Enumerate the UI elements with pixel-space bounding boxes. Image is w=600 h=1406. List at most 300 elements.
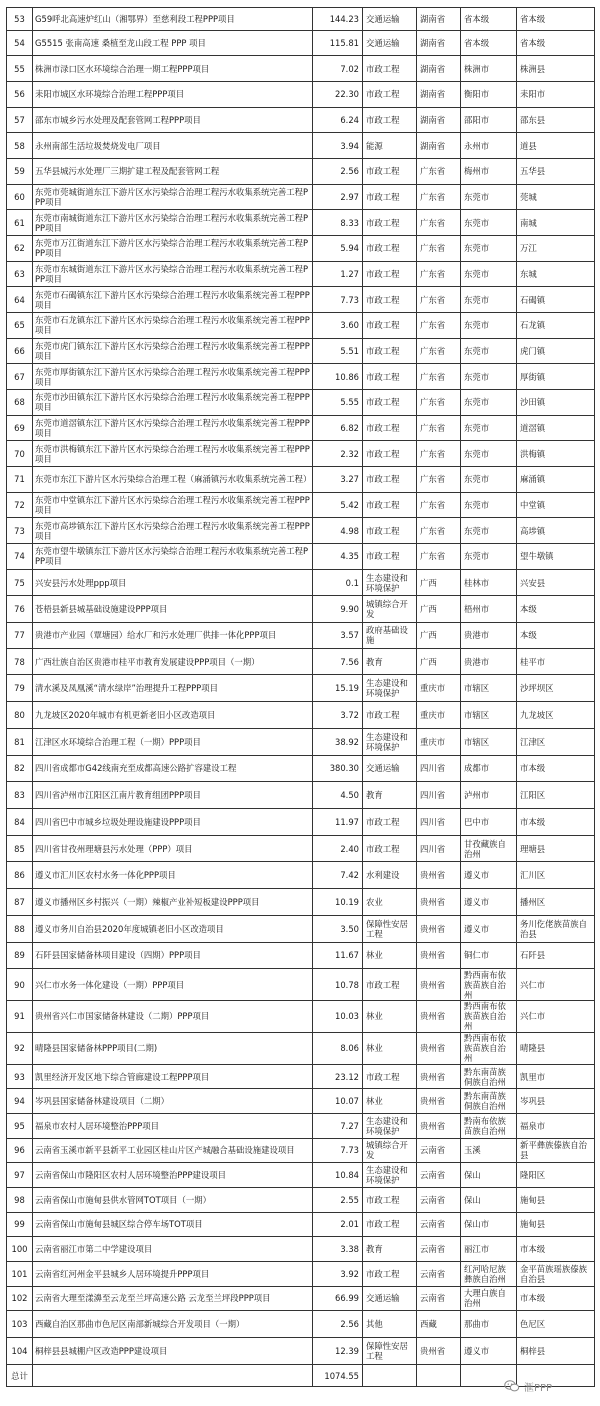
investment-amount-cell: 5.55 <box>313 390 363 416</box>
province-cell: 广西 <box>417 596 461 623</box>
table-row <box>7 1286 595 1311</box>
row-number-cell: 61 <box>7 210 33 236</box>
county-cell: 理塘县 <box>517 835 595 862</box>
table-row <box>7 1261 595 1286</box>
row-number-cell: 72 <box>7 492 33 518</box>
investment-amount-cell: 0.1 <box>313 569 363 596</box>
row-number-cell: 99 <box>7 1212 33 1237</box>
row-number-cell: 104 <box>7 1337 33 1364</box>
table-row <box>7 915 595 942</box>
investment-amount-cell: 5.42 <box>313 492 363 518</box>
industry-category-cell: 生态建设和环境保护 <box>363 675 417 702</box>
county-cell: 金平苗族瑶族傣族自治县 <box>517 1261 595 1286</box>
row-number-cell: 96 <box>7 1138 33 1163</box>
province-cell: 重庆市 <box>417 728 461 755</box>
county-cell: 株洲县 <box>517 56 595 82</box>
investment-amount-cell: 2.01 <box>313 1212 363 1237</box>
county-cell: 五华县 <box>517 158 595 184</box>
county-cell: 播州区 <box>517 889 595 916</box>
investment-amount-cell: 7.42 <box>313 862 363 889</box>
project-name-cell: 九龙坡区2020年城市有机更新老旧小区改造项目 <box>33 702 313 729</box>
province-cell: 重庆市 <box>417 675 461 702</box>
row-number-cell: 77 <box>7 623 33 649</box>
province-cell: 云南省 <box>417 1138 461 1163</box>
table-row <box>7 1163 595 1188</box>
investment-amount-cell: 22.30 <box>313 81 363 107</box>
province-cell: 贵州省 <box>417 1064 461 1089</box>
city-cell: 东莞市 <box>461 492 517 518</box>
investment-amount-cell: 7.56 <box>313 648 363 675</box>
table-row <box>7 596 595 623</box>
table-row <box>7 8 595 31</box>
province-cell: 广东省 <box>417 492 461 518</box>
industry-category-cell: 水利建设 <box>363 862 417 889</box>
row-number-cell: 75 <box>7 569 33 596</box>
county-cell: 沙田镇 <box>517 390 595 416</box>
investment-amount-cell: 11.67 <box>313 942 363 969</box>
city-cell: 巴中市 <box>461 809 517 836</box>
project-name-cell: 东莞市道滘镇东江下游片区水污染综合治理工程污水收集系统完善工程PPP项目 <box>33 415 313 441</box>
city-cell: 东莞市 <box>461 210 517 236</box>
industry-category-cell: 市政工程 <box>363 390 417 416</box>
table-row <box>7 133 595 159</box>
city-cell: 遵义市 <box>461 915 517 942</box>
industry-category-cell: 市政工程 <box>363 81 417 107</box>
industry-category-cell: 市政工程 <box>363 107 417 133</box>
row-number-cell: 57 <box>7 107 33 133</box>
county-cell: 兴仁市 <box>517 969 595 1001</box>
city-cell: 黔东南苗族侗族自治州 <box>461 1089 517 1114</box>
city-cell: 东莞市 <box>461 441 517 467</box>
city-cell: 省本级 <box>461 8 517 31</box>
investment-amount-cell: 7.27 <box>313 1114 363 1139</box>
project-name-cell: 岑巩县国家储备林建设项目（二期） <box>33 1089 313 1114</box>
province-cell: 贵州省 <box>417 862 461 889</box>
province-cell: 重庆市 <box>417 702 461 729</box>
project-name-cell: 东莞市石龙镇东江下游片区水污染综合治理工程污水收集系统完善工程PPP项目 <box>33 312 313 338</box>
project-name-cell: 西藏自治区那曲市色尼区南部新城综合开发项目（一期） <box>33 1311 313 1338</box>
city-cell: 东莞市 <box>461 364 517 390</box>
project-name-cell: 永州南部生活垃圾焚烧发电厂项目 <box>33 133 313 159</box>
table-row <box>7 312 595 338</box>
city-cell: 梧州市 <box>461 596 517 623</box>
table-row <box>7 702 595 729</box>
project-name-cell: 东莞市沙田镇东江下游片区水污染综合治理工程污水收集系统完善工程PPP项目 <box>33 390 313 416</box>
project-name-cell: 东莞市虎门镇东江下游片区水污染综合治理工程污水收集系统完善工程PPP项目 <box>33 338 313 364</box>
project-name-cell: 云南省玉溪市新平县新平工业园区桂山片区产城融合基础设施建设项目 <box>33 1138 313 1163</box>
project-name-cell: 东莞市东城街道东江下游片区水污染综合治理工程污水收集系统完善工程PPP项目 <box>33 261 313 287</box>
province-cell: 西藏 <box>417 1311 461 1338</box>
province-cell: 云南省 <box>417 1212 461 1237</box>
investment-amount-cell: 5.51 <box>313 338 363 364</box>
province-cell: 贵州省 <box>417 1337 461 1364</box>
industry-category-cell: 市政工程 <box>363 158 417 184</box>
industry-category-cell: 林业 <box>363 1001 417 1033</box>
city-cell: 市辖区 <box>461 728 517 755</box>
project-name-cell: 兴安县污水处理ppp项目 <box>33 569 313 596</box>
county-cell: 邵东县 <box>517 107 595 133</box>
investment-amount-cell: 10.03 <box>313 1001 363 1033</box>
county-cell: 沙坪坝区 <box>517 675 595 702</box>
row-number-cell: 84 <box>7 809 33 836</box>
row-number-cell: 76 <box>7 596 33 623</box>
province-cell: 贵州省 <box>417 915 461 942</box>
city-cell: 成都市 <box>461 755 517 782</box>
industry-category-cell: 教育 <box>363 782 417 809</box>
wechat-icon <box>504 1380 520 1392</box>
county-cell: 福泉市 <box>517 1114 595 1139</box>
province-cell: 贵州省 <box>417 889 461 916</box>
row-number-cell: 103 <box>7 1311 33 1338</box>
industry-category-cell: 市政工程 <box>363 441 417 467</box>
investment-amount-cell: 3.27 <box>313 467 363 493</box>
industry-category-cell: 城镇综合开发 <box>363 596 417 623</box>
county-cell: 色尼区 <box>517 1311 595 1338</box>
city-cell: 黔西南布依族苗族自治州 <box>461 969 517 1001</box>
city-cell: 东莞市 <box>461 415 517 441</box>
industry-category-cell: 市政工程 <box>363 544 417 570</box>
industry-category-cell: 交通运输 <box>363 8 417 31</box>
total-spacer <box>33 1365 313 1387</box>
project-name-cell: 云南省保山市隆阳区农村人居环境整治PPP建设项目 <box>33 1163 313 1188</box>
province-cell: 四川省 <box>417 755 461 782</box>
county-cell: 凯里市 <box>517 1064 595 1089</box>
province-cell: 广西 <box>417 648 461 675</box>
investment-amount-cell: 3.50 <box>313 915 363 942</box>
project-name-cell: 云南省丽江市第二中学建设项目 <box>33 1237 313 1262</box>
project-name-cell: 四川省甘孜州理塘县污水处理（PPP）项目 <box>33 835 313 862</box>
table-row <box>7 158 595 184</box>
province-cell: 湖南省 <box>417 81 461 107</box>
industry-category-cell: 生态建设和环境保护 <box>363 1163 417 1188</box>
industry-category-cell: 林业 <box>363 1032 417 1064</box>
industry-category-cell: 市政工程 <box>363 1212 417 1237</box>
investment-amount-cell: 7.73 <box>313 287 363 313</box>
table-row <box>7 544 595 570</box>
city-cell: 衡阳市 <box>461 81 517 107</box>
investment-amount-cell: 6.82 <box>313 415 363 441</box>
county-cell: 万江 <box>517 235 595 261</box>
row-number-cell: 70 <box>7 441 33 467</box>
investment-amount-cell: 6.24 <box>313 107 363 133</box>
row-number-cell: 101 <box>7 1261 33 1286</box>
table-row <box>7 441 595 467</box>
project-name-cell: 云南省红河州金平县城乡人居环境提升PPP项目 <box>33 1261 313 1286</box>
table-row <box>7 467 595 493</box>
city-cell: 永州市 <box>461 133 517 159</box>
investment-amount-cell: 66.99 <box>313 1286 363 1311</box>
table-body <box>7 8 595 1365</box>
county-cell: 市本级 <box>517 755 595 782</box>
province-cell: 广东省 <box>417 441 461 467</box>
project-name-cell: 邵东市城乡污水处理及配套管网工程PPP项目 <box>33 107 313 133</box>
county-cell: 兴仁市 <box>517 1001 595 1033</box>
province-cell: 广东省 <box>417 467 461 493</box>
county-cell: 麻涌镇 <box>517 467 595 493</box>
county-cell: 兴安县 <box>517 569 595 596</box>
city-cell: 遵义市 <box>461 862 517 889</box>
table-row <box>7 56 595 82</box>
row-number-cell: 98 <box>7 1187 33 1212</box>
county-cell: 高埗镇 <box>517 518 595 544</box>
province-cell: 湖南省 <box>417 107 461 133</box>
project-name-cell: 耒阳市城区水环境综合治理工程PPP项目 <box>33 81 313 107</box>
province-cell: 贵州省 <box>417 1001 461 1033</box>
industry-category-cell: 市政工程 <box>363 287 417 313</box>
row-number-cell: 64 <box>7 287 33 313</box>
province-cell: 湖南省 <box>417 8 461 31</box>
row-number-cell: 93 <box>7 1064 33 1089</box>
table-row <box>7 755 595 782</box>
industry-category-cell: 教育 <box>363 1237 417 1262</box>
industry-category-cell: 市政工程 <box>363 809 417 836</box>
industry-category-cell: 市政工程 <box>363 312 417 338</box>
investment-amount-cell: 4.50 <box>313 782 363 809</box>
province-cell: 云南省 <box>417 1286 461 1311</box>
project-name-cell: 遵义市务川自治县2020年度城镇老旧小区改造项目 <box>33 915 313 942</box>
investment-amount-cell: 144.23 <box>313 8 363 31</box>
city-cell: 黔西南布依族苗族自治州 <box>461 1001 517 1033</box>
city-cell: 贵港市 <box>461 623 517 649</box>
province-cell: 贵州省 <box>417 942 461 969</box>
row-number-cell: 94 <box>7 1089 33 1114</box>
county-cell: 莞城 <box>517 184 595 210</box>
province-cell: 云南省 <box>417 1261 461 1286</box>
table-row <box>7 1138 595 1163</box>
project-name-cell: 石阡县国家储备林项目建设（四期）PPP项目 <box>33 942 313 969</box>
province-cell: 广东省 <box>417 390 461 416</box>
investment-amount-cell: 10.78 <box>313 969 363 1001</box>
city-cell: 东莞市 <box>461 338 517 364</box>
row-number-cell: 56 <box>7 81 33 107</box>
project-name-cell: 苍梧县新县城基础设施建设PPP项目 <box>33 596 313 623</box>
city-cell: 东莞市 <box>461 518 517 544</box>
investment-amount-cell: 2.40 <box>313 835 363 862</box>
county-cell: 虎门镇 <box>517 338 595 364</box>
investment-amount-cell: 10.84 <box>313 1163 363 1188</box>
table-row <box>7 210 595 236</box>
investment-amount-cell: 5.94 <box>313 235 363 261</box>
city-cell: 黔西南布依族苗族自治州 <box>461 1032 517 1064</box>
investment-amount-cell: 3.72 <box>313 702 363 729</box>
city-cell: 市辖区 <box>461 675 517 702</box>
table-row <box>7 889 595 916</box>
province-cell: 广东省 <box>417 364 461 390</box>
industry-category-cell: 城镇综合开发 <box>363 1138 417 1163</box>
county-cell: 道县 <box>517 133 595 159</box>
city-cell: 东莞市 <box>461 467 517 493</box>
industry-category-cell: 市政工程 <box>363 969 417 1001</box>
table-row <box>7 1089 595 1114</box>
county-cell: 桐梓县 <box>517 1337 595 1364</box>
project-name-cell: 兴仁市水务一体化建设（一期）PPP项目 <box>33 969 313 1001</box>
industry-category-cell: 林业 <box>363 942 417 969</box>
row-number-cell: 97 <box>7 1163 33 1188</box>
project-name-cell: 清水溪及凤凰溪“清水绿岸”治理提升工程PPP项目 <box>33 675 313 702</box>
industry-category-cell: 市政工程 <box>363 364 417 390</box>
table-row <box>7 675 595 702</box>
city-cell: 省本级 <box>461 30 517 56</box>
county-cell: 市本级 <box>517 1237 595 1262</box>
table-row <box>7 287 595 313</box>
industry-category-cell: 市政工程 <box>363 415 417 441</box>
city-cell: 甘孜藏族自治州 <box>461 835 517 862</box>
table-row <box>7 390 595 416</box>
project-name-cell: G59呼北高速炉红山（湘鄂界）至慈利段工程PPP项目 <box>33 8 313 31</box>
investment-amount-cell: 4.98 <box>313 518 363 544</box>
province-cell: 湖南省 <box>417 56 461 82</box>
investment-amount-cell: 3.57 <box>313 623 363 649</box>
investment-amount-cell: 2.32 <box>313 441 363 467</box>
table-row <box>7 1212 595 1237</box>
investment-amount-cell: 115.81 <box>313 30 363 56</box>
industry-category-cell: 生态建设和环境保护 <box>363 728 417 755</box>
county-cell: 南城 <box>517 210 595 236</box>
industry-category-cell: 市政工程 <box>363 702 417 729</box>
province-cell: 广东省 <box>417 287 461 313</box>
industry-category-cell: 能源 <box>363 133 417 159</box>
row-number-cell: 60 <box>7 184 33 210</box>
province-cell: 广东省 <box>417 312 461 338</box>
industry-category-cell: 农业 <box>363 889 417 916</box>
table-row <box>7 492 595 518</box>
city-cell: 丽江市 <box>461 1237 517 1262</box>
row-number-cell: 82 <box>7 755 33 782</box>
province-cell: 广东省 <box>417 261 461 287</box>
row-number-cell: 68 <box>7 390 33 416</box>
city-cell: 邵阳市 <box>461 107 517 133</box>
investment-amount-cell: 9.90 <box>313 596 363 623</box>
province-cell: 贵州省 <box>417 1032 461 1064</box>
project-name-cell: G5515 张南高速 桑植至龙山段工程 PPP 项目 <box>33 30 313 56</box>
investment-amount-cell: 3.92 <box>313 1261 363 1286</box>
row-number-cell: 80 <box>7 702 33 729</box>
row-number-cell: 58 <box>7 133 33 159</box>
project-name-cell: 五华县城污水处理厂三期扩建工程及配套管网工程 <box>33 158 313 184</box>
investment-amount-cell: 23.12 <box>313 1064 363 1089</box>
county-cell: 岑巩县 <box>517 1089 595 1114</box>
province-cell: 湖南省 <box>417 30 461 56</box>
table-row <box>7 415 595 441</box>
province-cell: 广东省 <box>417 235 461 261</box>
province-cell: 广东省 <box>417 518 461 544</box>
investment-amount-cell: 2.97 <box>313 184 363 210</box>
table-row <box>7 518 595 544</box>
province-cell: 广东省 <box>417 544 461 570</box>
row-number-cell: 53 <box>7 8 33 31</box>
investment-amount-cell: 7.02 <box>313 56 363 82</box>
investment-amount-cell: 2.56 <box>313 158 363 184</box>
county-cell: 施甸县 <box>517 1212 595 1237</box>
table-row <box>7 569 595 596</box>
row-number-cell: 65 <box>7 312 33 338</box>
row-number-cell: 91 <box>7 1001 33 1033</box>
row-number-cell: 83 <box>7 782 33 809</box>
province-cell: 贵州省 <box>417 1089 461 1114</box>
project-name-cell: 东莞市石碣镇东江下游片区水污染综合治理工程污水收集系统完善工程PPP项目 <box>33 287 313 313</box>
city-cell: 保山 <box>461 1163 517 1188</box>
table-row <box>7 235 595 261</box>
table-row <box>7 1064 595 1089</box>
province-cell: 广西 <box>417 623 461 649</box>
city-cell: 贵港市 <box>461 648 517 675</box>
project-name-cell: 东莞市万江街道东江下游片区水污染综合治理工程污水收集系统完善工程PPP项目 <box>33 235 313 261</box>
table-row <box>7 969 595 1001</box>
industry-category-cell: 市政工程 <box>363 338 417 364</box>
table-row <box>7 1337 595 1364</box>
table-row <box>7 1187 595 1212</box>
table-row <box>7 648 595 675</box>
province-cell: 云南省 <box>417 1187 461 1212</box>
industry-category-cell: 市政工程 <box>363 835 417 862</box>
industry-category-cell: 保障性安居工程 <box>363 1337 417 1364</box>
county-cell: 九龙坡区 <box>517 702 595 729</box>
project-name-cell: 东莞市高埗镇东江下游片区水污染综合治理工程污水收集系统完善工程PPP项目 <box>33 518 313 544</box>
table-row <box>7 1114 595 1139</box>
investment-amount-cell: 3.38 <box>313 1237 363 1262</box>
table-row <box>7 1311 595 1338</box>
province-cell: 广东省 <box>417 210 461 236</box>
table-row <box>7 1032 595 1064</box>
county-cell: 桂平市 <box>517 648 595 675</box>
industry-category-cell: 其他 <box>363 1311 417 1338</box>
city-cell: 东莞市 <box>461 184 517 210</box>
city-cell: 玉溪 <box>461 1138 517 1163</box>
row-number-cell: 74 <box>7 544 33 570</box>
row-number-cell: 100 <box>7 1237 33 1262</box>
table-row <box>7 30 595 56</box>
project-name-cell: 桐梓县县城棚户区改造PPP建设项目 <box>33 1337 313 1364</box>
table-row <box>7 338 595 364</box>
industry-category-cell: 林业 <box>363 1089 417 1114</box>
county-cell: 洪梅镇 <box>517 441 595 467</box>
county-cell: 东城 <box>517 261 595 287</box>
investment-amount-cell: 3.94 <box>313 133 363 159</box>
industry-category-cell: 市政工程 <box>363 261 417 287</box>
city-cell: 保山市 <box>461 1212 517 1237</box>
county-cell: 本级 <box>517 623 595 649</box>
project-name-cell: 东莞市东江下游片区水污染综合治理工程（麻涌镇污水收集系统完善工程） <box>33 467 313 493</box>
city-cell: 大理白族自治州 <box>461 1286 517 1311</box>
county-cell: 石龙镇 <box>517 312 595 338</box>
industry-category-cell: 市政工程 <box>363 1187 417 1212</box>
county-cell: 石碣镇 <box>517 287 595 313</box>
investment-amount-cell: 38.92 <box>313 728 363 755</box>
city-cell: 东莞市 <box>461 312 517 338</box>
total-empty-cell <box>417 1365 461 1387</box>
city-cell: 黔南布依族苗族自治州 <box>461 1114 517 1139</box>
project-name-cell: 晴隆县国家储备林PPP项目(二期) <box>33 1032 313 1064</box>
city-cell: 遵义市 <box>461 889 517 916</box>
project-name-cell: 东莞市洪梅镇东江下游片区水污染综合治理工程污水收集系统完善工程PPP项目 <box>33 441 313 467</box>
industry-category-cell: 市政工程 <box>363 210 417 236</box>
county-cell: 石阡县 <box>517 942 595 969</box>
row-number-cell: 85 <box>7 835 33 862</box>
county-cell: 望牛墩镇 <box>517 544 595 570</box>
row-number-cell: 88 <box>7 915 33 942</box>
city-cell: 梅州市 <box>461 158 517 184</box>
table-row <box>7 782 595 809</box>
table-row <box>7 728 595 755</box>
table-row <box>7 942 595 969</box>
investment-amount-cell: 15.19 <box>313 675 363 702</box>
row-number-cell: 62 <box>7 235 33 261</box>
investment-amount-cell: 10.86 <box>313 364 363 390</box>
table-row <box>7 81 595 107</box>
investment-amount-cell: 8.33 <box>313 210 363 236</box>
industry-category-cell: 市政工程 <box>363 235 417 261</box>
row-number-cell: 67 <box>7 364 33 390</box>
